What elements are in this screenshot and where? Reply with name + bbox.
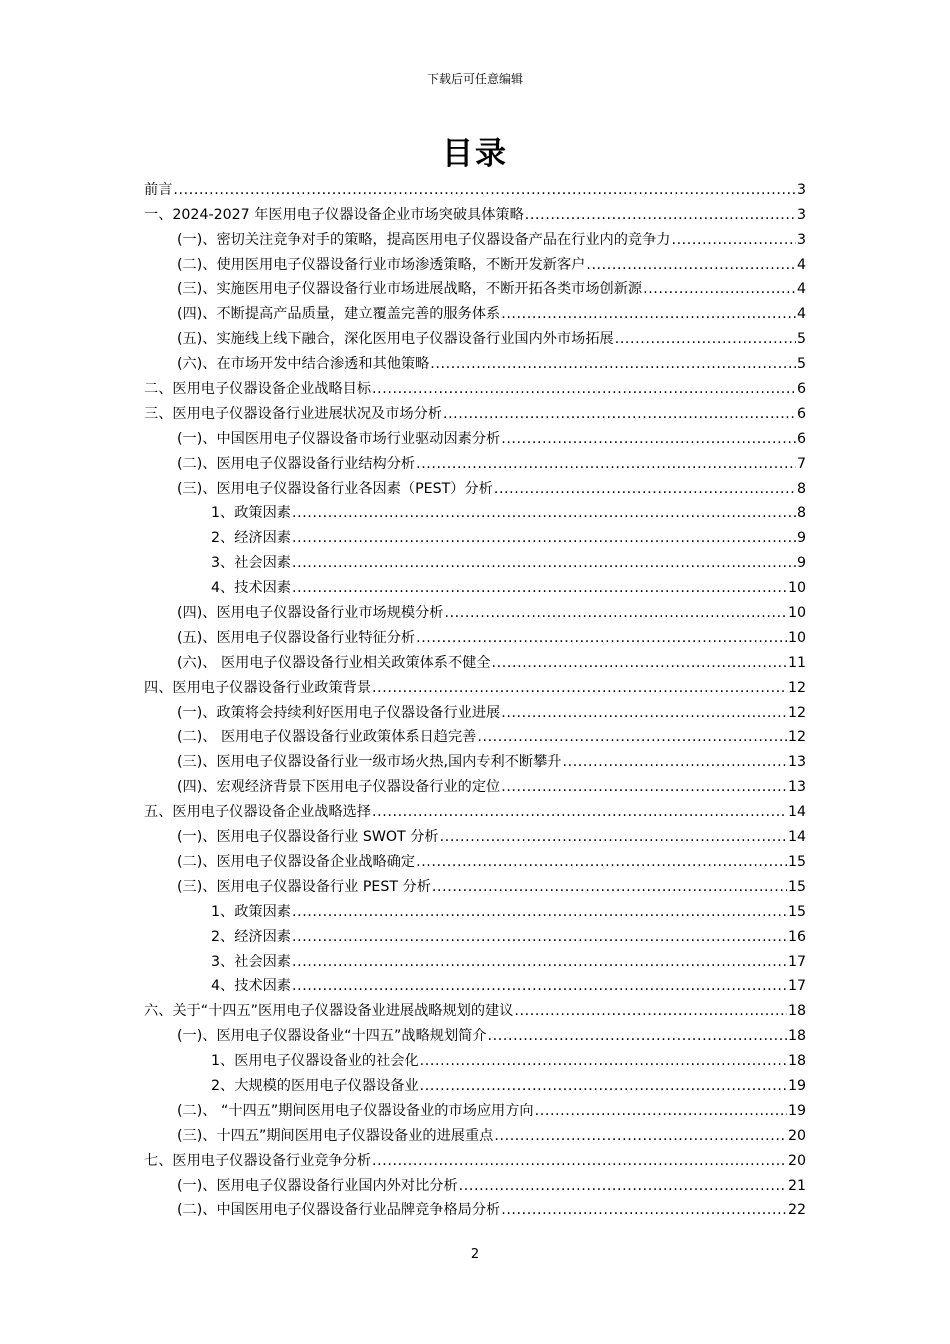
toc-dot-leader	[292, 952, 787, 972]
toc-entry-page: 6	[796, 381, 806, 398]
toc-entry[interactable]	[144, 225, 806, 250]
toc-dot-leader	[671, 230, 796, 250]
toc-entry-text: (二)、 “十四五”期间医用电子仪器设备业的市场应用方向	[177, 1102, 534, 1119]
toc-entry-text: 2、经济因素	[211, 928, 291, 945]
toc-entry[interactable]	[144, 797, 806, 822]
toc-dot-leader	[586, 255, 796, 275]
toc-dot-leader	[501, 304, 796, 324]
toc-dot-leader	[372, 802, 787, 822]
toc-entry[interactable]	[144, 648, 806, 673]
toc-entry[interactable]	[144, 972, 806, 997]
toc-entry[interactable]	[144, 1046, 806, 1071]
toc-entry[interactable]	[144, 897, 806, 922]
toc-entry-page: 3	[796, 206, 806, 223]
toc-entry-page: 15	[787, 853, 806, 870]
toc-dot-leader	[501, 429, 796, 449]
toc-entry-text: (二)、医用电子仪器设备行业结构分析	[177, 455, 416, 472]
toc-entry-page: 18	[787, 1028, 806, 1045]
toc-entry-page: 14	[787, 829, 806, 846]
toc-entry-text: (三)、十四五”期间医用电子仪器设备业的进展重点	[177, 1127, 494, 1144]
toc-entry[interactable]	[144, 1146, 806, 1171]
toc-dot-leader	[292, 902, 787, 922]
toc-dot-leader	[416, 628, 787, 648]
toc-entry-page: 6	[796, 430, 806, 447]
toc-dot-leader	[372, 1151, 787, 1171]
toc-dot-leader	[430, 354, 796, 374]
toc-entry-text: (二)、中国医用电子仪器设备行业品牌竞争格局分析	[177, 1202, 501, 1219]
toc-dot-leader	[501, 703, 787, 723]
toc-entry-page: 18	[787, 1003, 806, 1020]
toc-entry-page: 10	[787, 580, 806, 597]
toc-entry[interactable]	[144, 847, 806, 872]
toc-entry-page: 17	[787, 978, 806, 995]
toc-entry-page: 15	[787, 903, 806, 920]
toc-entry-text: 1、政策因素	[211, 903, 291, 920]
toc-entry-text: (一)、医用电子仪器设备行业国内外对比分析	[177, 1177, 458, 1194]
header-note: 下载后可任意编辑	[426, 72, 523, 86]
toc-entry-page: 21	[787, 1177, 806, 1194]
toc-entry-text: (三)、实施医用电子仪器设备行业市场进展战略，不断开拓各类市场创新源	[177, 281, 643, 298]
toc-entry[interactable]	[144, 349, 806, 374]
toc-dot-leader	[292, 927, 787, 947]
toc-entry-page: 8	[796, 480, 806, 497]
toc-entry-text: (二)、医用电子仪器设备企业战略确定	[177, 853, 416, 870]
toc-entry-page: 11	[787, 654, 806, 671]
toc-entry-text: (六)、 医用电子仪器设备行业相关政策体系不健全	[177, 654, 491, 671]
toc-entry-text: (一)、密切关注竞争对手的策略，提高医用电子仪器设备产品在行业内的竞争力	[177, 231, 671, 248]
toc-entry-page: 13	[787, 754, 806, 771]
toc-dot-leader	[643, 279, 796, 299]
toc-entry-page: 4	[796, 306, 806, 323]
toc-entry[interactable]	[144, 623, 806, 648]
page-title: 目录	[442, 136, 508, 172]
toc-entry-text: 1、政策因素	[211, 505, 291, 522]
toc-entry-text: (一)、医用电子仪器设备业“十四五”战略规划简介	[177, 1028, 487, 1045]
toc-entry-page: 8	[796, 505, 806, 522]
toc-entry-text: 3、社会因素	[211, 953, 291, 970]
toc-entry[interactable]	[144, 399, 806, 424]
toc-entry-text: 4、技术因素	[211, 580, 291, 597]
toc-entry-text: (五)、医用电子仪器设备行业特征分析	[177, 629, 416, 646]
toc-entry-page: 16	[787, 928, 806, 945]
toc-entry[interactable]	[144, 474, 806, 499]
toc-entry[interactable]	[144, 299, 806, 324]
toc-entry-text: (一)、中国医用电子仪器设备市场行业驱动因素分析	[177, 430, 501, 447]
toc-entry-page: 17	[787, 953, 806, 970]
toc-entry[interactable]	[144, 996, 806, 1021]
toc-entry[interactable]	[144, 822, 806, 847]
toc-entry[interactable]	[144, 772, 806, 797]
toc-dot-leader	[562, 752, 786, 772]
toc-entry-page: 3	[796, 181, 806, 198]
toc-entry[interactable]	[144, 449, 806, 474]
toc-entry[interactable]	[144, 275, 806, 300]
toc-entry[interactable]	[144, 250, 806, 275]
toc-entry-page: 12	[787, 679, 806, 696]
toc-entry[interactable]	[144, 598, 806, 623]
toc-entry-text: 2、大规模的医用电子仪器设备业	[211, 1077, 419, 1094]
toc-entry[interactable]	[144, 200, 806, 225]
toc-entry-text: 4、技术因素	[211, 978, 291, 995]
toc-entry[interactable]	[144, 1021, 806, 1046]
toc-dot-leader	[292, 503, 796, 523]
toc-entry-text: 2、经济因素	[211, 530, 291, 547]
toc-entry[interactable]	[144, 1171, 806, 1196]
toc-dot-leader	[444, 603, 786, 623]
toc-entry-text: 前言	[144, 181, 173, 198]
toc-entry-text: 一、2024-2027 年医用电子仪器设备企业市场突破具体策略	[144, 206, 524, 223]
toc-entry[interactable]	[144, 947, 806, 972]
toc-entry[interactable]	[144, 698, 806, 723]
toc-dot-leader	[501, 1200, 787, 1220]
toc-entry-text: (二)、使用医用电子仪器设备行业市场渗透策略，不断开发新客户	[177, 256, 586, 273]
toc-dot-leader	[416, 454, 796, 474]
toc-dot-leader	[494, 1126, 787, 1146]
toc-entry[interactable]	[144, 673, 806, 698]
toc-entry-page: 22	[787, 1202, 806, 1219]
toc-dot-leader	[372, 678, 787, 698]
toc-entry-text: (一)、医用电子仪器设备行业 SWOT 分析	[177, 829, 439, 846]
toc-dot-leader	[443, 404, 796, 424]
toc-entry-page: 12	[787, 704, 806, 721]
toc-entry-text: (三)、医用电子仪器设备行业 PEST 分析	[177, 878, 431, 895]
toc-dot-leader	[488, 1026, 787, 1046]
toc-entry-page: 10	[787, 605, 806, 622]
toc-entry-text: (一)、政策将会持续利好医用电子仪器设备行业进展	[177, 704, 501, 721]
toc-entry[interactable]	[144, 1196, 806, 1221]
toc-entry-text: (三)、医用电子仪器设备行业一级市场火热,国内专利不断攀升	[177, 754, 562, 771]
toc-dot-leader	[459, 1176, 787, 1196]
toc-entry[interactable]	[144, 1121, 806, 1146]
toc-entry-page: 9	[796, 530, 806, 547]
toc-entry-page: 15	[787, 878, 806, 895]
toc-entry-text: 六、关于“十四五”医用电子仪器设备业进展战略规划的建议	[144, 1003, 514, 1020]
toc-dot-leader	[173, 180, 796, 200]
toc-entry-page: 6	[796, 405, 806, 422]
toc-entry-text: (二)、 医用电子仪器设备行业政策体系日趋完善	[177, 729, 477, 746]
toc-entry-page: 12	[787, 729, 806, 746]
toc-entry-text: 七、医用电子仪器设备行业竞争分析	[144, 1152, 372, 1169]
toc-entry-page: 4	[796, 256, 806, 273]
toc-entry[interactable]	[144, 374, 806, 399]
toc-entry[interactable]	[144, 1096, 806, 1121]
toc-dot-leader	[501, 777, 787, 797]
page-number: 2	[470, 1247, 480, 1262]
toc-dot-leader	[440, 827, 787, 847]
toc-dot-leader	[292, 578, 787, 598]
toc-entry-text: (四)、不断提高产品质量，建立覆盖完善的服务体系	[177, 306, 501, 323]
toc-dot-leader	[477, 727, 787, 747]
toc-dot-leader	[535, 1101, 787, 1121]
toc-entry[interactable]	[144, 424, 806, 449]
toc-dot-leader	[615, 329, 796, 349]
toc-entry[interactable]	[144, 175, 806, 200]
toc-entry-page: 19	[787, 1102, 806, 1119]
toc-entry-text: 二、医用电子仪器设备企业战略目标	[144, 381, 372, 398]
toc-entry-text: 三、医用电子仪器设备行业进展状况及市场分析	[144, 405, 442, 422]
toc-entry-page: 4	[796, 281, 806, 298]
toc-entry-text: (五)、实施线上线下融合，深化医用电子仪器设备行业国内外市场拓展	[177, 331, 614, 348]
toc-entry[interactable]	[144, 523, 806, 548]
toc-entry-text: 1、医用电子仪器设备业的社会化	[211, 1053, 419, 1070]
toc-dot-leader	[372, 379, 796, 399]
toc-entry-page: 19	[787, 1077, 806, 1094]
toc-entry-page: 7	[796, 455, 806, 472]
toc-entry-text: 3、社会因素	[211, 555, 291, 572]
toc-entry-page: 14	[787, 804, 806, 821]
toc-dot-leader	[292, 528, 796, 548]
toc-entry[interactable]	[144, 548, 806, 573]
toc-dot-leader	[514, 1001, 787, 1021]
toc-dot-leader	[416, 852, 787, 872]
table-of-contents	[144, 175, 806, 1220]
toc-dot-leader	[292, 976, 787, 996]
toc-entry-text: (四)、医用电子仪器设备行业市场规模分析	[177, 605, 444, 622]
toc-dot-leader	[420, 1051, 787, 1071]
toc-entry-text: (三)、医用电子仪器设备行业各因素（PEST）分析	[177, 480, 493, 497]
toc-entry-page: 20	[787, 1127, 806, 1144]
toc-dot-leader	[525, 205, 796, 225]
toc-entry-page: 3	[796, 231, 806, 248]
toc-entry-text: (四)、宏观经济背景下医用电子仪器设备行业的定位	[177, 779, 501, 796]
toc-entry[interactable]	[144, 499, 806, 524]
toc-entry-page: 10	[787, 629, 806, 646]
toc-entry[interactable]	[144, 573, 806, 598]
toc-entry-text: (六)、在市场开发中结合渗透和其他策略	[177, 356, 430, 373]
toc-dot-leader	[292, 553, 796, 573]
toc-dot-leader	[492, 653, 787, 673]
toc-entry-page: 5	[796, 356, 806, 373]
toc-entry-page: 18	[787, 1053, 806, 1070]
toc-entry-page: 5	[796, 331, 806, 348]
toc-entry[interactable]	[144, 723, 806, 748]
toc-entry-text: 四、医用电子仪器设备行业政策背景	[144, 679, 372, 696]
toc-entry-page: 13	[787, 779, 806, 796]
toc-dot-leader	[494, 479, 796, 499]
toc-entry[interactable]	[144, 747, 806, 772]
toc-entry[interactable]	[144, 1071, 806, 1096]
toc-entry-page: 9	[796, 555, 806, 572]
toc-entry-text: 五、医用电子仪器设备企业战略选择	[144, 804, 372, 821]
toc-entry[interactable]	[144, 324, 806, 349]
toc-entry[interactable]	[144, 922, 806, 947]
toc-dot-leader	[420, 1076, 787, 1096]
toc-entry-page: 20	[787, 1152, 806, 1169]
toc-dot-leader	[432, 877, 787, 897]
toc-entry[interactable]	[144, 872, 806, 897]
